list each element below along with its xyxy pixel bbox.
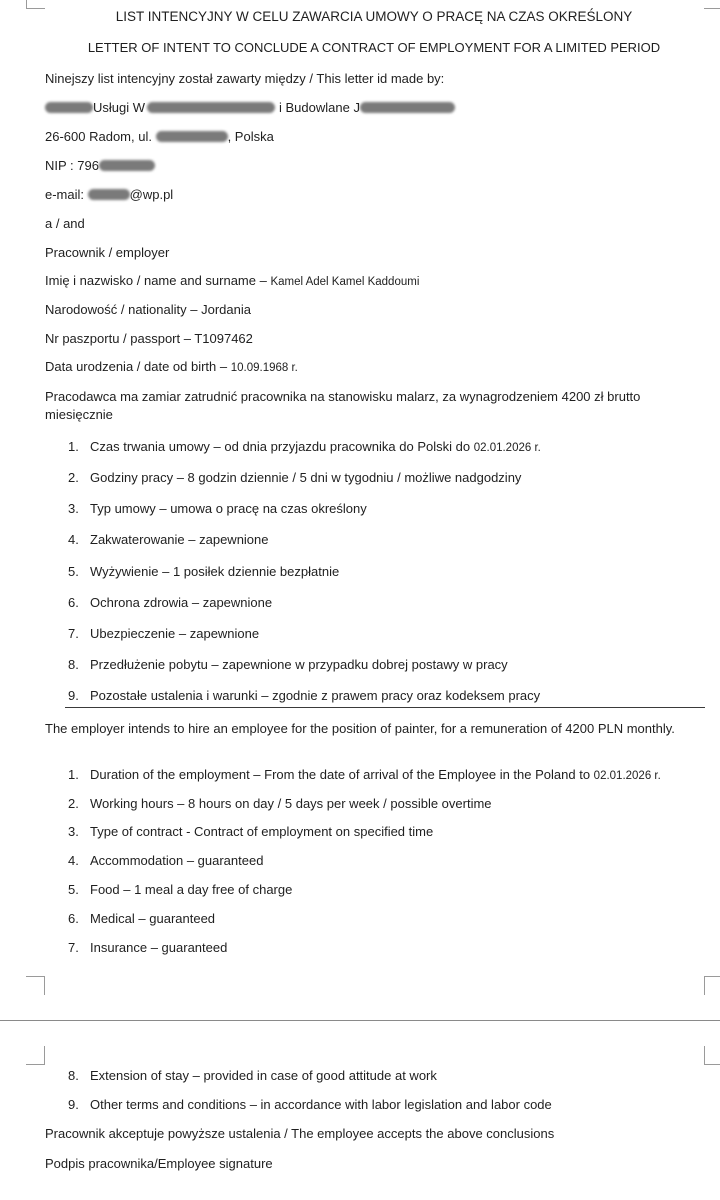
list-number: 8. <box>68 657 79 672</box>
list-number: 6. <box>68 911 79 926</box>
address-suffix: , Polska <box>227 129 274 144</box>
field-passport <box>45 331 253 346</box>
list-number: 3. <box>68 824 79 839</box>
employer-nip <box>45 158 155 173</box>
list-text: Zakwaterowanie – zapewnione <box>90 532 269 547</box>
employer-name <box>45 100 455 115</box>
list-item <box>68 626 259 641</box>
list-number: 7. <box>68 626 79 641</box>
list-number: 4. <box>68 532 79 547</box>
list-number: 5. <box>68 564 79 579</box>
list-date: 02.01.2026 r. <box>593 770 661 782</box>
list-number: 7. <box>68 940 79 955</box>
list-item <box>68 796 492 811</box>
list-text: Wyżywienie – 1 posiłek dziennie bezpłatnie <box>90 564 340 579</box>
email-label: e-mail: <box>45 187 85 202</box>
page-corner-mark <box>26 976 45 995</box>
section-divider <box>65 707 705 708</box>
field-name <box>45 273 419 288</box>
page-break-divider <box>0 1020 720 1021</box>
email-suffix: @wp.pl <box>129 187 174 202</box>
list-item <box>68 940 227 955</box>
nip-label: NIP : 796 <box>45 158 99 173</box>
list-number: 6. <box>68 595 79 610</box>
list-item <box>68 532 269 547</box>
list-text: Extension of stay – provided in case of good attitude at work <box>90 1068 437 1083</box>
list-item <box>68 470 521 485</box>
field-label: Narodowość / nationality – Jordania <box>45 302 251 317</box>
list-number: 8. <box>68 1068 79 1083</box>
list-number: 1. <box>68 767 79 782</box>
list-number: 5. <box>68 882 79 897</box>
redacted-text <box>45 102 93 113</box>
acceptance-statement: Pracownik akceptuje powyższe ustalenia / The employee accepts the above conclusions <box>45 1126 555 1141</box>
list-number: 1. <box>68 439 79 454</box>
intent-paragraph-english: The employer intends to hire an employee for the position of painter, for a remuneration of 4200 PLN monthly. <box>45 721 675 736</box>
list-number: 9. <box>68 688 79 703</box>
field-birth-date <box>45 359 298 374</box>
employer-name-part: Usługi W <box>93 100 146 115</box>
list-number: 2. <box>68 470 79 485</box>
list-item <box>68 688 540 703</box>
employee-header: Pracownik / employer <box>45 245 170 260</box>
page-corner-mark <box>26 1046 45 1065</box>
list-item <box>68 657 508 672</box>
list-text: Accommodation – guaranteed <box>90 853 264 868</box>
redacted-text <box>147 102 275 113</box>
document-title-english: LETTER OF INTENT TO CONCLUDE A CONTRACT OF EMPLOYMENT FOR A LIMITED PERIOD <box>87 40 661 55</box>
page-corner-mark <box>26 0 45 9</box>
list-number: 4. <box>68 853 79 868</box>
list-text: Ochrona zdrowia – zapewnione <box>90 595 273 610</box>
list-text: Typ umowy – umowa o pracę na czas określony <box>90 501 367 516</box>
list-text: Food – 1 meal a day free of charge <box>90 882 293 897</box>
redacted-text <box>99 160 155 171</box>
list-item <box>68 911 215 926</box>
intent-paragraph-polish: Pracodawca ma zamiar zatrudnić pracownika na stanowisku malarz, za wynagrodzeniem 4200 zł brutto miesięcznie <box>45 389 641 422</box>
page-corner-mark <box>704 1046 720 1065</box>
field-label: Nr paszportu / passport – T1097462 <box>45 331 253 346</box>
list-item <box>68 1068 437 1083</box>
list-number: 3. <box>68 501 79 516</box>
list-number: 2. <box>68 796 79 811</box>
field-nationality <box>45 302 251 317</box>
employer-address <box>45 129 274 144</box>
and-label: a / and <box>45 216 85 231</box>
list-date: 02.01.2026 r. <box>473 442 541 454</box>
list-item <box>68 882 292 897</box>
address-prefix: 26-600 Radom, ul. <box>45 129 152 144</box>
list-text: Insurance – guaranteed <box>90 940 228 955</box>
document-title-polish: LIST INTENCYJNY W CELU ZAWARCIA UMOWY O PRACĘ NA CZAS OKREŚLONY <box>115 9 633 24</box>
field-label: Imię i nazwisko / name and surname – <box>45 273 271 288</box>
list-text: Duration of the employment – From the date of arrival of the Employee in the Poland to <box>90 767 594 782</box>
redacted-text <box>156 131 228 142</box>
redacted-text <box>88 189 130 200</box>
list-text: Working hours – 8 hours on day / 5 days per week / possible overtime <box>90 796 492 811</box>
list-text: Przedłużenie pobytu – zapewnione w przypadku dobrej postawy w pracy <box>90 657 508 672</box>
list-item <box>68 564 339 579</box>
field-label: Data urodzenia / date od birth – <box>45 359 231 374</box>
redacted-text <box>360 102 455 113</box>
list-text: Ubezpieczenie – zapewnione <box>90 626 260 641</box>
signature-label: Podpis pracownika/Employee signature <box>45 1156 273 1171</box>
employer-name-part: i Budowlane J <box>279 100 360 115</box>
list-item <box>68 595 272 610</box>
list-item <box>68 767 661 782</box>
field-value: Kamel Adel Kamel Kaddoumi <box>270 276 420 288</box>
list-text: Czas trwania umowy – od dnia przyjazdu pracownika do Polski do <box>90 439 474 454</box>
list-item <box>68 501 367 516</box>
employer-email <box>45 187 173 202</box>
list-text: Godziny pracy – 8 godzin dziennie / 5 dni w tygodniu / możliwe nadgodziny <box>90 470 522 485</box>
list-item <box>68 853 263 868</box>
list-text: Pozostałe ustalenia i warunki – zgodnie z prawem pracy oraz kodeksem pracy <box>90 688 541 703</box>
list-number: 9. <box>68 1097 79 1112</box>
list-item <box>68 1097 552 1112</box>
page-corner-mark <box>704 0 720 9</box>
list-text: Type of contract - Contract of employment on specified time <box>90 824 434 839</box>
list-item <box>68 439 541 454</box>
list-text: Other terms and conditions – in accordance with labor legislation and labor code <box>90 1097 552 1112</box>
intro-text: Ninejszy list intencyjny został zawarty między / This letter id made by: <box>45 71 445 86</box>
field-value: 10.09.1968 r. <box>230 362 298 374</box>
list-item <box>68 824 433 839</box>
list-text: Medical – guaranteed <box>90 911 216 926</box>
page-corner-mark <box>704 976 720 995</box>
